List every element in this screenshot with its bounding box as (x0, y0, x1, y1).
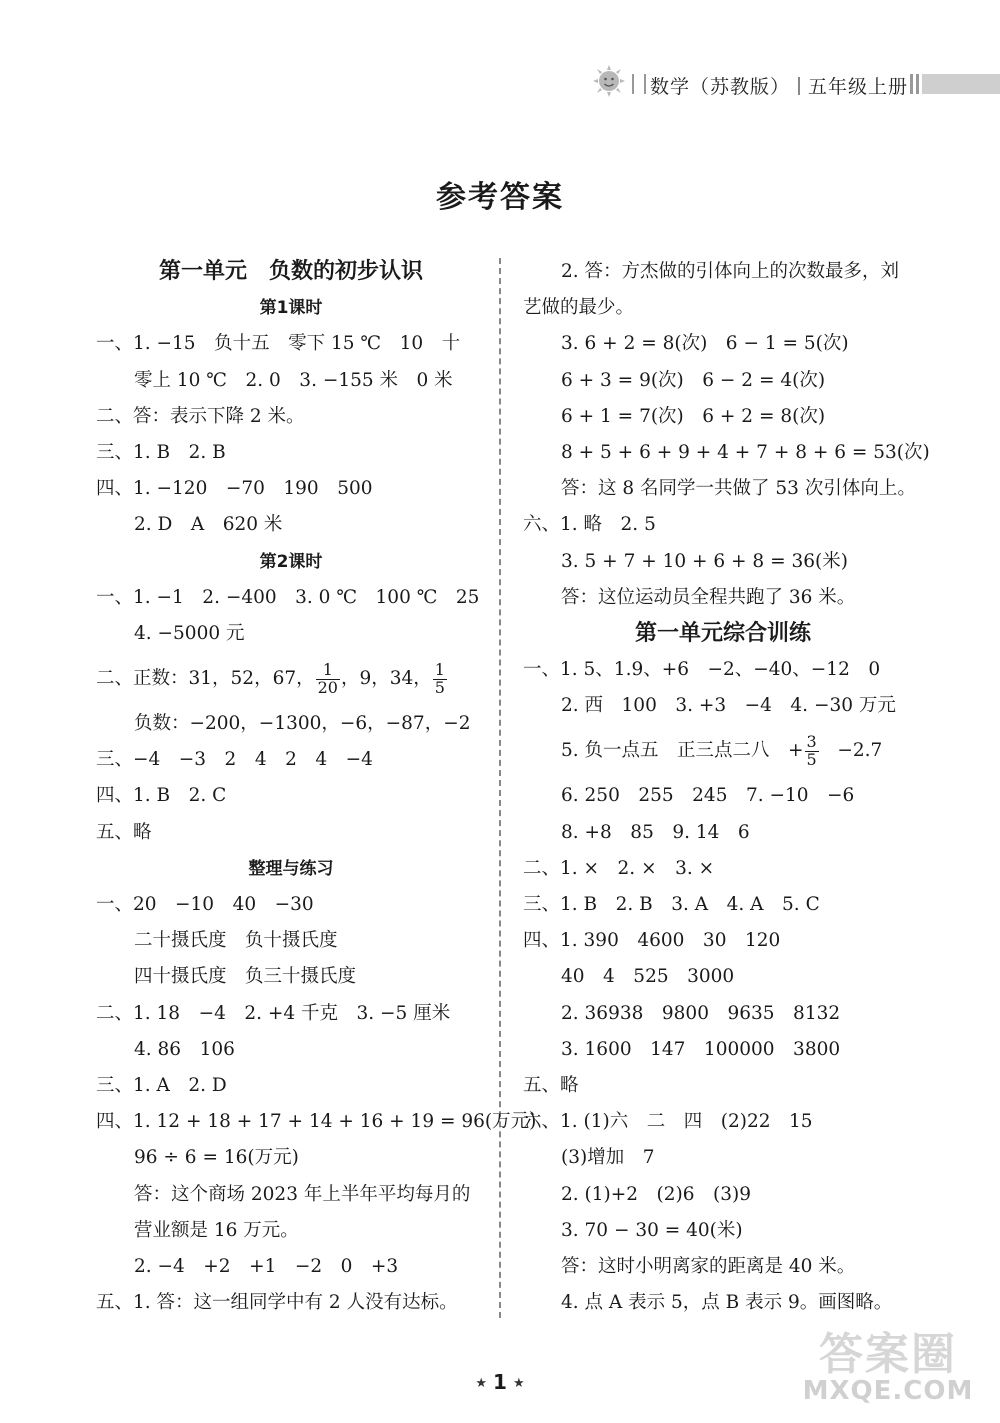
answer-line: 三、1. B 2. B 3. A 4. A 5. C (523, 894, 820, 915)
answer-line: 一、1. 5、1.9、+6 −2、−40、−12 0 (523, 659, 881, 681)
answer-line: 四、1. −120 −70 190 500 (96, 478, 373, 500)
answer-line: 3. 5 + 7 + 10 + 6 + 8 = 36(米) (561, 550, 848, 572)
fraction (433, 659, 447, 697)
fraction-denominator: 5 (806, 749, 817, 769)
fraction (805, 734, 819, 769)
review-title: 整理与练习 (248, 858, 334, 879)
answer-line: 一、1. −15 负十五 零下 15 ℃ 10 十 (96, 333, 461, 355)
answer-line: 三、1. A 2. D (96, 1074, 227, 1096)
answer-line: 零上 10 ℃ 2. 0 3. −155 米 0 米 (134, 369, 453, 391)
answer-line: 二、1. 18 −4 2. +4 千克 3. −5 厘米 (96, 1002, 451, 1024)
fraction-numerator: 1 (316, 662, 340, 680)
answer-line: 6 + 3 = 9(次) 6 − 2 = 4(次) (561, 369, 826, 391)
star-icon: ★ (512, 1376, 525, 1391)
answer-line: 二、1. × 2. × 3. × (523, 857, 715, 879)
answer-line: 六、1. 略 2. 5 (523, 514, 656, 536)
positive-prefix: 二、正数：31，52，67， (96, 668, 315, 690)
answer-line: 一、1. −1 2. −400 3. 0 ℃ 100 ℃ 25 (96, 586, 480, 608)
answer-line: 6. 250 255 245 7. −10 −6 (561, 785, 855, 807)
answer-line: 一、20 −10 40 −30 (96, 894, 314, 915)
answer-line: 二、答：表示下降 2 米。 (96, 405, 305, 427)
unit-title: 第一单元 负数的初步认识 (158, 259, 423, 284)
running-header (580, 62, 1000, 108)
answer-line: 2. 36938 9800 9635 8132 (561, 1002, 841, 1024)
line5-prefix: 5. 负一点五 正三点二八 + (561, 740, 804, 762)
header-bars-left (632, 74, 646, 94)
star-icon: ★ (475, 1376, 488, 1391)
fraction (316, 659, 340, 697)
answer-line: 六、1. (1)六 二 四 (2)22 15 (523, 1111, 813, 1133)
answer-line: 艺做的最少。 (523, 297, 635, 319)
right-column (523, 254, 930, 1321)
watermark-text-bottom: MXQE.COM (802, 1376, 974, 1406)
lesson-1-title: 第1课时 (259, 298, 323, 319)
sun-mascot-icon (592, 64, 626, 98)
lesson-2-title: 第2课时 (259, 551, 323, 572)
answer-line-positive-numbers (96, 652, 486, 706)
header-subject: 数学（苏教版） (650, 76, 791, 98)
answer-line: 3. 70 − 30 = 40(米) (561, 1219, 743, 1241)
answer-line: 4. −5000 元 (134, 622, 245, 644)
answer-line: 三、−4 −3 2 4 2 4 −4 (96, 749, 373, 771)
answer-line: 答：这位运动员全程共跑了 36 米。 (561, 586, 856, 608)
answer-line: 营业额是 16 万元。 (134, 1219, 299, 1241)
answer-line: 答：这个商场 2023 年上半年平均每月的 (134, 1183, 471, 1205)
fraction-numerator: 1 (434, 659, 445, 679)
answer-line: 2. D A 620 米 (134, 514, 283, 536)
unit-review-title: 第一单元综合训练 (634, 620, 811, 646)
line5-suffix: −2.7 (837, 740, 883, 762)
watermark-logo (798, 1318, 978, 1414)
fraction-denominator: 20 (317, 677, 338, 697)
answer-line: 三、1. B 2. B (96, 441, 226, 463)
answer-line: 四、1. 390 4600 30 120 (523, 930, 781, 952)
answer-line: 40 4 525 3000 (561, 966, 735, 988)
answer-line: 96 ÷ 6 = 16(万元) (134, 1147, 299, 1169)
answer-line: 四、1. B 2. C (96, 785, 227, 807)
answer-line: 8. +8 85 9. 14 6 (561, 821, 750, 843)
answer-line: 2. 西 100 3. +3 −4 4. −30 万元 (561, 695, 896, 717)
answer-line: 2. (1)+2 (2)6 (3)9 (561, 1183, 751, 1205)
header-bars-right (910, 74, 1000, 94)
answer-line: 2. −4 +2 +1 −2 0 +3 (134, 1255, 399, 1277)
answer-line: (3)增加 7 (561, 1147, 655, 1169)
answer-line: 3. 6 + 2 = 8(次) 6 − 1 = 5(次) (561, 333, 849, 355)
answer-line-with-fraction (523, 724, 923, 778)
answer-line: 8 + 5 + 6 + 9 + 4 + 7 + 8 + 6 = 53(次) (561, 441, 930, 463)
header-separator (798, 77, 800, 95)
left-column (96, 254, 537, 1321)
answer-line: 五、略 (523, 1074, 579, 1096)
watermark-text-top: 答案圈 (819, 1329, 957, 1380)
answer-line: 四、1. 12 + 18 + 17 + 14 + 16 + 19 = 96(万元) (96, 1111, 537, 1133)
fraction-numerator: 3 (806, 732, 817, 752)
answer-line: 二十摄氏度 负十摄氏度 (134, 930, 338, 952)
answer-line: 负数：−200，−1300，−6，−87，−2 (134, 713, 471, 735)
answer-line: 6 + 1 = 7(次) 6 + 2 = 8(次) (561, 405, 826, 427)
answer-line: 五、略 (96, 821, 152, 843)
page-title: 参考答案 (436, 180, 564, 215)
page-number: 1 (493, 1370, 507, 1394)
fraction-denominator: 5 (434, 677, 445, 697)
answer-line: 五、1. 答：这一组同学中有 2 人没有达标。 (96, 1292, 458, 1314)
header-title (650, 72, 908, 99)
answer-line: 3. 1600 147 100000 3800 (561, 1038, 841, 1060)
answer-line: 答：这时小明离家的距离是 40 米。 (561, 1255, 856, 1277)
header-grade: 五年级上册 (808, 76, 909, 98)
answer-line: 4. 点 A 表示 5，点 B 表示 9。画图略。 (561, 1292, 893, 1314)
answer-line: 4. 86 106 (134, 1038, 235, 1060)
answer-line: 答：这 8 名同学一共做了 53 次引体向上。 (561, 478, 916, 500)
answer-line: 2. 答：方杰做的引体向上的次数最多，刘 (561, 261, 900, 282)
positive-mid: ，9，34， (340, 668, 432, 690)
column-divider (499, 258, 501, 1318)
answer-line: 四十摄氏度 负三十摄氏度 (134, 966, 357, 988)
